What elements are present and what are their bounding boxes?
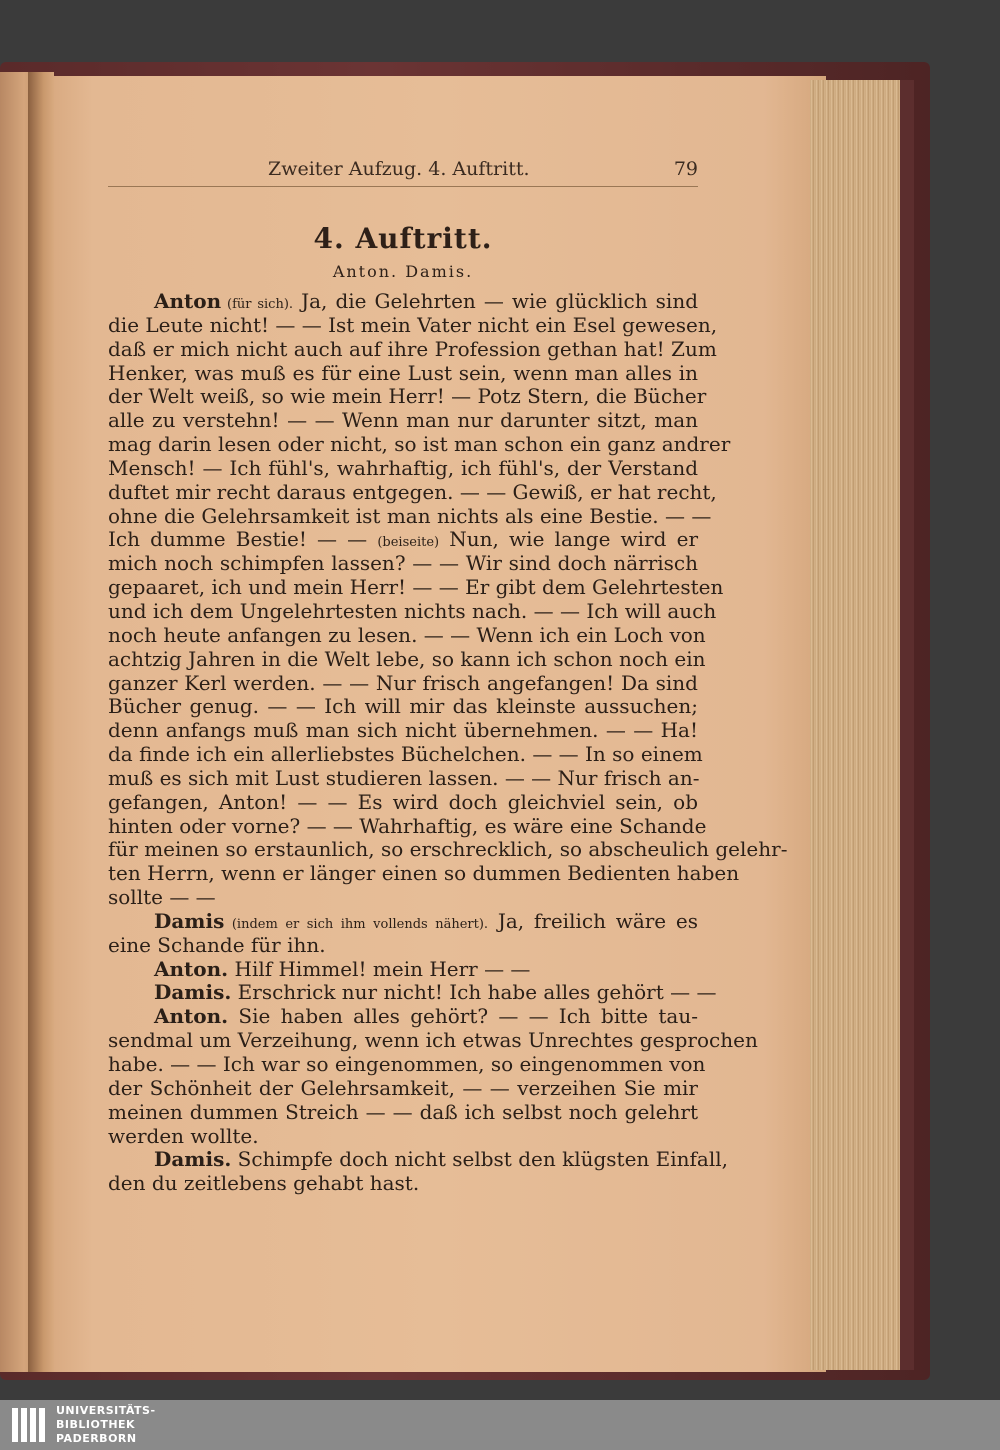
text-line [108, 409, 698, 433]
page-number: 79 [673, 158, 698, 180]
page-block-edges [810, 80, 906, 1370]
line-text: die Leute nicht! — — Ist mein Vater nicht ein Esel gewesen, [108, 312, 718, 337]
text-line [108, 1172, 698, 1196]
text-line [108, 312, 718, 338]
text-line [108, 575, 724, 600]
text-line [108, 934, 698, 958]
text-line [108, 1077, 698, 1101]
line-text: den du zeitlebens gehabt hast. [108, 1171, 420, 1196]
text-line [108, 1005, 698, 1029]
text-line [108, 479, 717, 505]
line-text: da finde ich ein allerliebstes Büchelchen. — — In so einem [108, 742, 703, 767]
line-text: Sie haben alles gehört? — — Ich bitte tau- [228, 1004, 698, 1029]
text-line [108, 837, 788, 862]
line-text: ten Herrn, wenn er länger einen so dummen Bedienten haben [108, 861, 740, 886]
scene-heading: 4. Auftritt. [313, 222, 493, 255]
text-line [108, 384, 707, 409]
scene-characters: Anton. Damis. [332, 262, 474, 281]
text-line [108, 362, 698, 386]
line-text: mag darin lesen oder nicht, so ist man schon ein ganz andrer [108, 432, 731, 457]
line-text: ganzer Kerl werden. — — Nur frisch angefangen! Da sind [108, 670, 698, 695]
library-name-line3: PADERBORN [56, 1432, 137, 1445]
line-text: alle zu verstehn! — — Wenn man nur darunter sitzt, man [108, 408, 698, 433]
line-text: hinten oder vorne? — — Wahrhaftig, es wäre eine Schande [108, 813, 707, 838]
line-text: sollte — — [108, 885, 216, 910]
line-text: gefangen, Anton! — — Es wird doch gleichviel sein, ob [108, 789, 698, 814]
text-line [108, 719, 698, 743]
line-text: muß es sich mit Lust studieren lassen. — — Nur frisch an- [108, 765, 700, 790]
text-line [108, 980, 717, 1005]
text-line [108, 503, 712, 529]
line-text: Henker, was muß es für eine Lust sein, wenn man alles in [108, 360, 698, 385]
speaker-name: Damis. [154, 980, 232, 1005]
text-line [108, 622, 706, 648]
text-line [108, 672, 698, 696]
line-text: noch heute anfangen zu lesen. — — Wenn ich ein Loch von [108, 622, 706, 647]
line-text: für meinen so erstaunlich, so erschrecklich, so abscheulich gelehr- [108, 837, 788, 862]
text-line [108, 598, 717, 624]
text-line [108, 1101, 698, 1125]
line-text: daß er mich nicht auch auf ihre Profession gethan hat! Zum [108, 336, 717, 361]
line-text: Ja, die Gelehrten — wie glücklich sind [293, 289, 699, 313]
line-text: meinen dummen Streich — — daß ich selbst noch gelehrt [108, 1099, 698, 1124]
text-line [108, 336, 717, 362]
text-line [108, 1028, 758, 1053]
text-line [108, 695, 698, 719]
stage-direction: (beiseite) [377, 535, 440, 551]
speaker-name: Anton. [154, 956, 229, 981]
text-line [108, 791, 698, 815]
line-text: gepaaret, ich und mein Herr! — — Er gibt dem Gelehrtesten [108, 575, 724, 600]
text-line [108, 813, 707, 839]
line-text: mich noch schimpfen lassen? — — Wir sind doch närrisch [108, 551, 698, 576]
text-line [108, 767, 698, 791]
line-text: Schimpfe doch nicht selbst den klügsten Einfall, [231, 1147, 728, 1172]
line-text: duftet mir recht daraus entgegen. — — Gewiß, er hat recht, [108, 479, 717, 504]
text-line [108, 910, 698, 934]
line-text: Mensch! — Ich fühl's, wahrhaftig, ich fühl's, der Verstand [108, 455, 698, 480]
running-head-title: Zweiter Aufzug. 4. Auftritt. [268, 158, 530, 180]
library-name-line2: BIBLIOTHEK [56, 1418, 136, 1431]
text-line [108, 528, 698, 552]
line-text: der Schönheit der Gelehrsamkeit, — — verzeihen Sie mir [108, 1075, 698, 1100]
line-text: eine Schande für ihn. [108, 932, 326, 957]
book-gutter [28, 72, 54, 1372]
line-text: denn anfangs muß man sich nicht übernehmen. — — Ha! [108, 718, 698, 743]
text-line [108, 742, 703, 767]
speaker-name: Damis. [154, 1147, 232, 1172]
line-text: Hilf Himmel! mein Herr — — [228, 956, 531, 981]
library-name-line1: UNIVERSITÄTS- [56, 1404, 156, 1417]
library-logo-icon [8, 1404, 48, 1446]
text-line [108, 646, 706, 672]
line-text: achtzig Jahren in die Welt lebe, so kann ich schon noch ein [108, 646, 706, 671]
line-text: Nun, wie lange wird er [439, 527, 698, 552]
play-text [108, 289, 788, 1196]
text-line [108, 958, 698, 982]
line-text: Erschrick nur nicht! Ich habe alles gehört — — [231, 980, 717, 1005]
line-text: sendmal um Verzeihung, wenn ich etwas Unrechtes gesprochen [108, 1028, 758, 1053]
text-line [108, 457, 698, 481]
line-text: Ich dumme Bestie! — — [108, 527, 378, 552]
header-rule [108, 186, 698, 187]
line-text: der Welt weiß, so wie mein Herr! — Potz Stern, die Bücher [108, 384, 707, 409]
stage-direction: (für sich). [221, 297, 294, 312]
text-line [108, 1147, 728, 1172]
line-text: ohne die Gelehrsamkeit ist man nichts als eine Bestie. — — [108, 503, 712, 528]
line-text: und ich dem Ungelehrtesten nichts nach. — — Ich will auch [108, 598, 717, 623]
stage-direction: (indem er sich ihm vollends nähert). [224, 916, 489, 932]
text-line [108, 886, 698, 910]
speaker-name: Anton [154, 289, 222, 313]
line-text: Bücher genug. — — Ich will mir das kleinste aussuchen; [108, 694, 698, 719]
speaker-name: Anton. [154, 1004, 229, 1029]
text-line [108, 1125, 698, 1149]
text-line [108, 290, 698, 314]
line-text: Ja, freilich wäre es [488, 908, 698, 933]
text-line [108, 552, 698, 576]
text-line [108, 432, 731, 457]
text-line [108, 861, 740, 886]
cover-edge [900, 80, 914, 1370]
line-text: habe. — — Ich war so eingenommen, so eingenommen von [108, 1052, 706, 1076]
text-line [108, 1052, 706, 1077]
speaker-name: Damis [154, 908, 225, 933]
line-text: werden wollte. [108, 1123, 259, 1148]
